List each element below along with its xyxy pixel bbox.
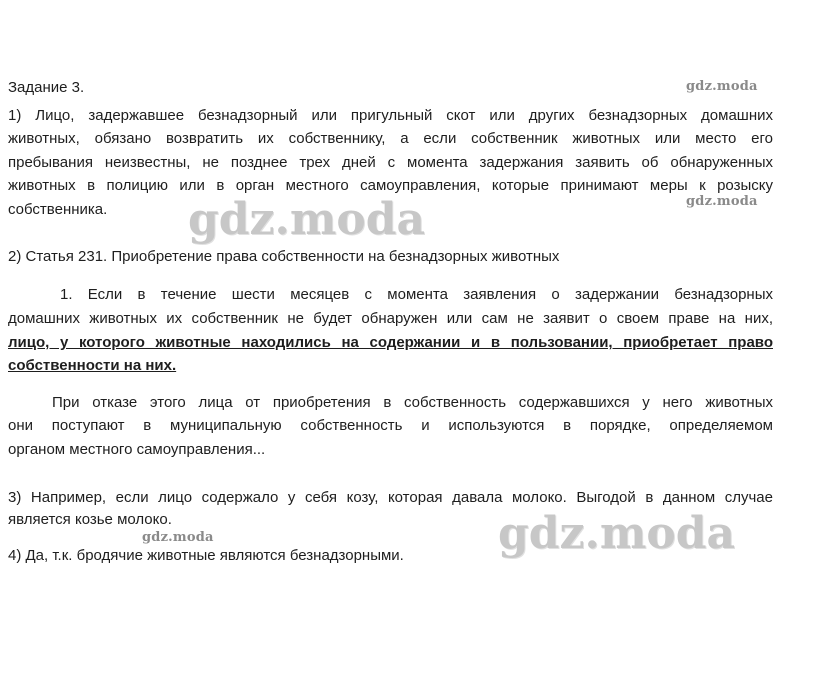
task-title: Задание 3.	[8, 79, 85, 96]
paragraph-1-line-3: пребывания неизвестны, не позднее трех дней с момента задержания заявить об обнаруженных	[8, 154, 773, 171]
paragraph-1-line-1: 1) Лицо, задержавшее безнадзорный или пригульный скот или других безнадзорных домашних	[8, 107, 773, 124]
article-item-line-3: лицо, у которого животные находились на содержании и в пользовании, приобретает право	[8, 334, 773, 351]
watermark-small: gdz.moda	[686, 79, 758, 94]
article-item-line-4: собственности на них.	[8, 357, 177, 374]
article-heading: 2) Статья 231. Приобретение права собственности на безнадзорных животных	[8, 248, 560, 265]
paragraph-1-line-4: животных в полицию или в орган местного самоуправления, которые принимают меры к розыску	[8, 177, 773, 194]
article-item-line-1: 1. Если в течение шести месяцев с момента заявления о задержании безнадзорных	[60, 286, 773, 303]
paragraph-1-line-2: животных, обязано возвратить их собственнику, а если собственник животных или место его	[8, 130, 773, 147]
refusal-line-1: При отказе этого лица от приобретения в собственность содержавшихся у него животных	[52, 394, 773, 411]
watermark-small: gdz.moda	[686, 194, 758, 209]
answer-4: 4) Да, т.к. бродячие животные являются безнадзорными.	[8, 547, 404, 564]
watermark-small: gdz.moda	[142, 530, 214, 545]
refusal-line-3: органом местного самоуправления...	[8, 441, 266, 458]
article-item-line-2: домашних животных их собственник не будет обнаружен или сам не заявит о своем праве на них,	[8, 310, 773, 327]
watermark-large: gdz.moda	[188, 194, 426, 245]
paragraph-1-line-5: собственника.	[8, 201, 108, 218]
answer-3-line-1: 3) Например, если лицо содержало у себя козу, которая давала молоко. Выгодой в данном случае	[8, 489, 773, 506]
refusal-line-2: они поступают в муниципальную собственность и используются в порядке, определяемом	[8, 417, 773, 434]
watermark-large: gdz.moda	[498, 508, 736, 559]
answer-3-line-2: является козье молоко.	[8, 511, 172, 528]
